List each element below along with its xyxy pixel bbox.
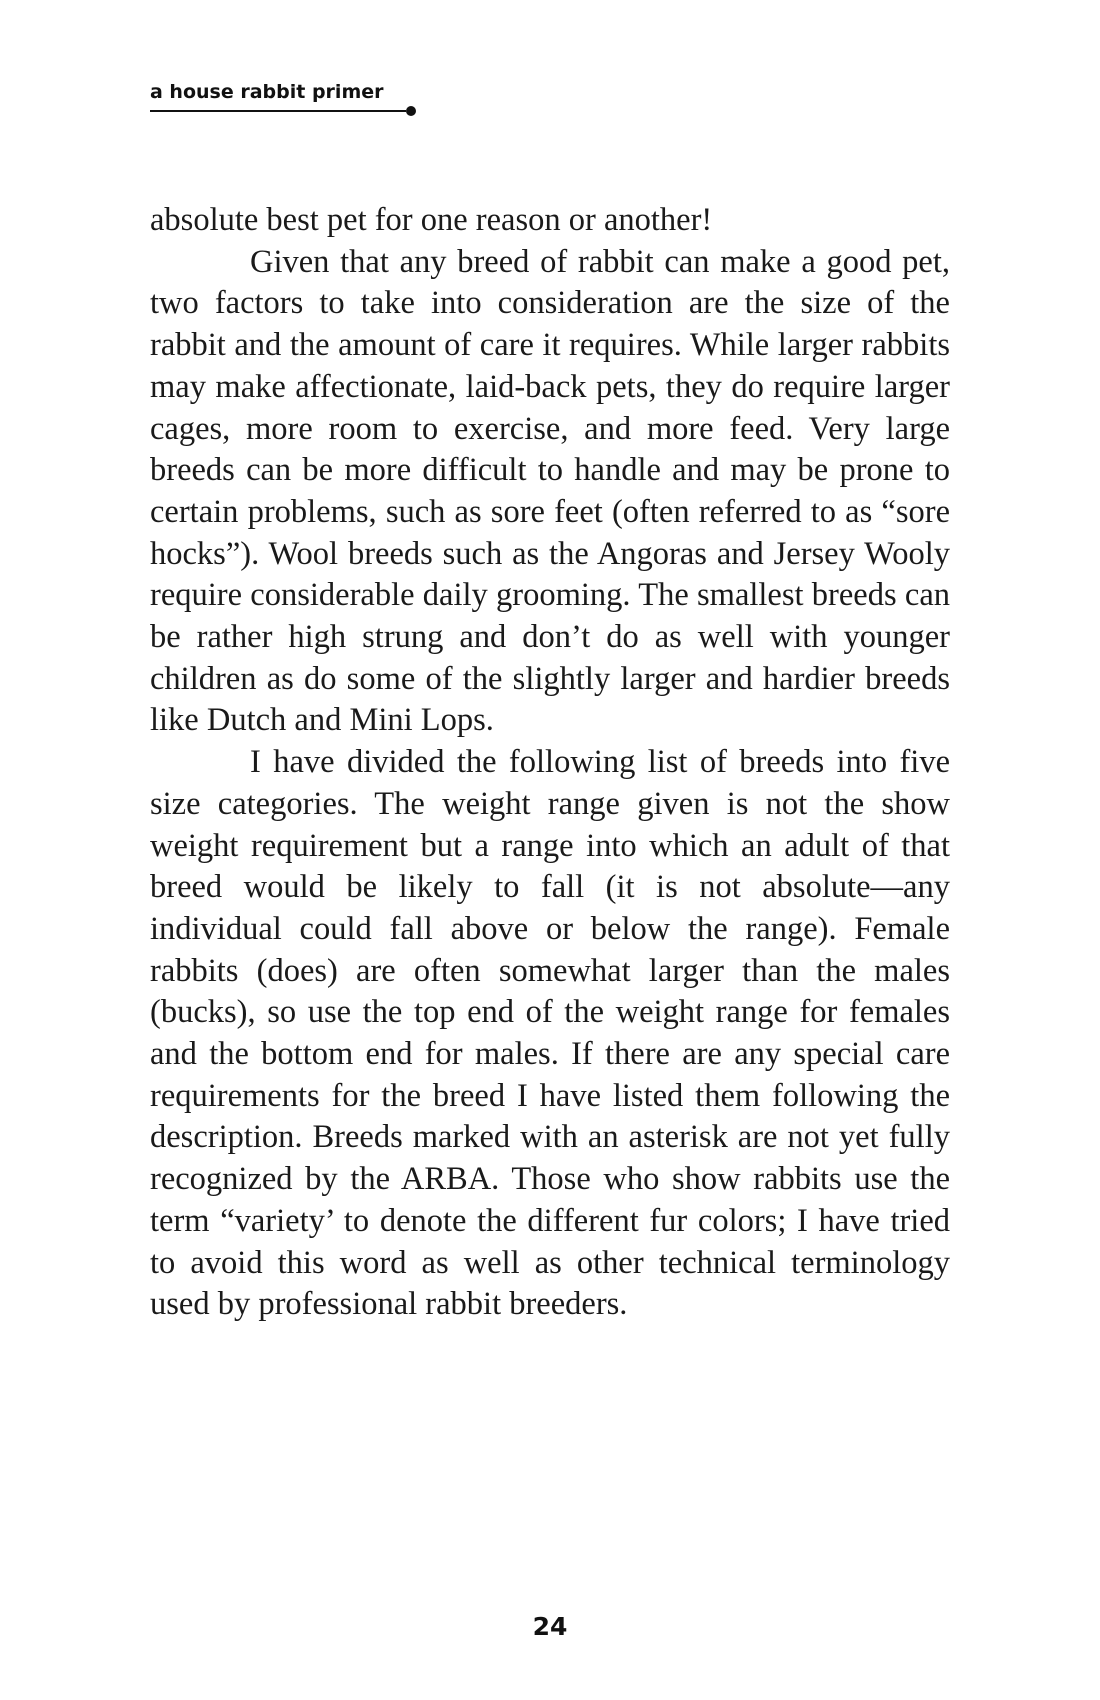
running-head xyxy=(150,80,416,112)
running-head-rule xyxy=(150,110,406,112)
paragraph-size-and-care: Given that any breed of rabbit can make a good pet, two factors to take into consideration are the size of the rabbit and the amount of care it requires. While larger rabbits may make affectionate, laid-back pets, they do require larger cages, more room to exercise, and more feed. Very large breeds can be more difficult to handle and may be prone to certain problems, such as sore feet (often referred to as “sore hocks”). Wool breeds such as the Angoras and Jersey Wooly require considerable daily grooming. The smallest breeds can be rather high strung and don’t do as well with younger children as do some of the slightly larger and hardier breeds like Dutch and Mini Lops. xyxy=(150,243,950,739)
body-text xyxy=(150,200,950,1326)
paragraph-continuation: absolute best pet for one reason or another! xyxy=(150,202,713,238)
bullet-dot-icon xyxy=(406,106,416,116)
running-head-title: a house rabbit primer xyxy=(150,81,384,103)
page-number: 24 xyxy=(532,1612,568,1641)
paragraph-size-categories: I have divided the following list of breeds into five size categories. The weight range given is not the show weight requirement but a range into which an adult of that breed would be likely to fall (it is not absolute—any individual could fall above or below the range). Female rabbits (does) are often somewhat larger than the males (bucks), so use the top end of the weight range for females and the bottom end for males. If there are any special care requirements for the breed I have listed them following the description. Breeds marked with an asterisk are not yet fully recognized by the ARBA. Those who show rabbits use the term “variety’ to denote the different fur colors; I have tried to avoid this word as well as other technical terminology used by professional rabbit breeders. xyxy=(150,744,950,1323)
